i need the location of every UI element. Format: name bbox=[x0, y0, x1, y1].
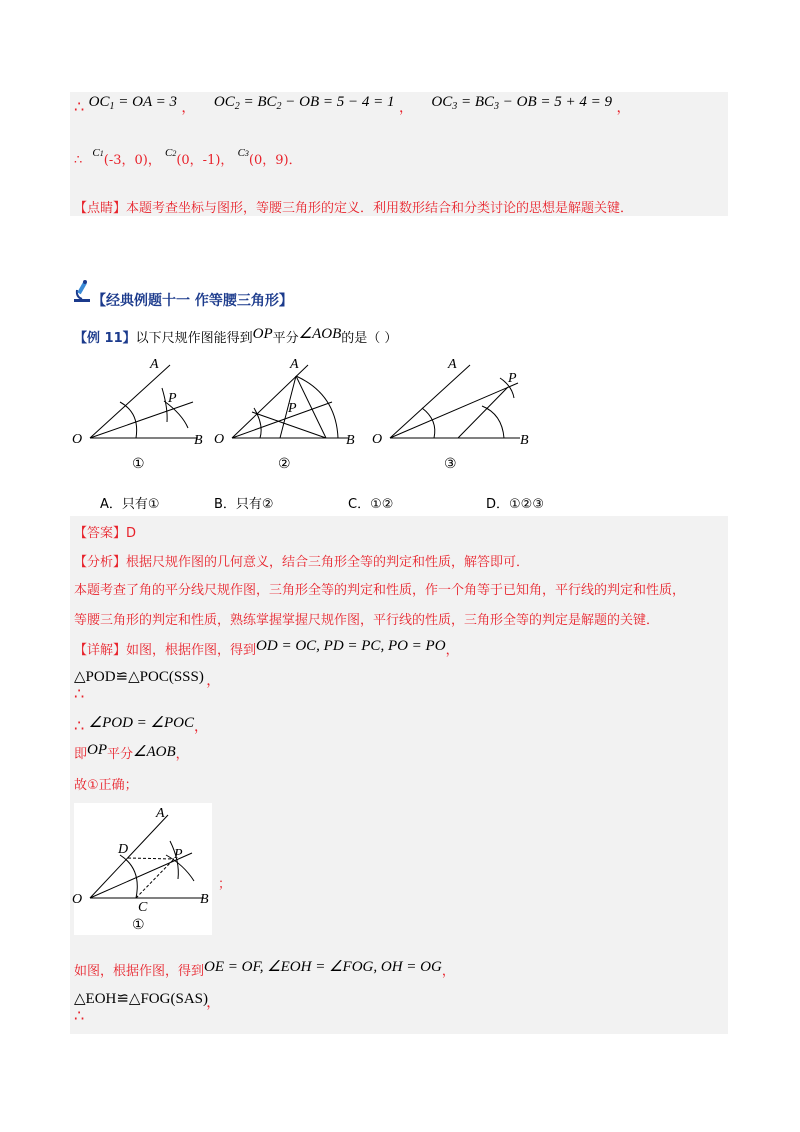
fig3-parallel bbox=[458, 387, 508, 438]
fig3-label-a: A bbox=[448, 357, 457, 372]
congruence-line-2 bbox=[74, 990, 221, 1026]
angle-end: ， bbox=[194, 719, 208, 735]
therefore-symbol: ∴ bbox=[74, 153, 83, 168]
separator: ， bbox=[398, 100, 413, 116]
fig1-label-o: O bbox=[72, 432, 83, 447]
option-c[interactable]: C．①② bbox=[348, 497, 394, 512]
detail-line-2 bbox=[74, 959, 455, 981]
equation-oc1: $OC_1$ = OA = 3 bbox=[88, 94, 177, 112]
fig1-arc-p1 bbox=[162, 388, 167, 422]
angle-equation: ∠POD = ∠POC bbox=[88, 715, 194, 731]
answer-figure bbox=[70, 803, 220, 935]
ans-label-a: A bbox=[156, 806, 165, 821]
point-c3-coord: (0，9)． bbox=[248, 153, 302, 168]
fig1-label-a: A bbox=[150, 357, 159, 372]
fig3-label-o: O bbox=[372, 432, 383, 447]
figure-after-mark: ； bbox=[218, 877, 232, 892]
options-row bbox=[100, 496, 544, 514]
fig3-label-p: P bbox=[508, 371, 517, 386]
equation-oc3: $OC_3 = BC_3$ − OB = 5 + 4 = 9 bbox=[431, 94, 613, 112]
angle-equation-line bbox=[74, 717, 208, 736]
point-c1-label: C1 bbox=[92, 147, 104, 159]
analysis-tag: 【分析】 bbox=[74, 555, 127, 570]
equation-oc2: $OC_2 = BC_2$ − OB = 5 − 4 = 1 bbox=[213, 94, 395, 112]
op-bisects-line bbox=[74, 742, 189, 764]
fig3-label-b: B bbox=[520, 433, 529, 448]
option-b[interactable]: B．只有② bbox=[214, 497, 274, 512]
microscope-icon bbox=[72, 279, 92, 303]
therefore-symbol-3: ∴ bbox=[74, 716, 85, 735]
congruence-line-1 bbox=[74, 668, 221, 704]
analysis-text: 根据尺规作图的几何意义，结合三角形全等的判定和性质，解答即可． bbox=[126, 555, 530, 570]
ans-label-c: C bbox=[138, 900, 148, 915]
cong2-end: ， bbox=[206, 995, 221, 1011]
ji-text: 即 bbox=[74, 747, 88, 762]
option-a[interactable]: A．只有① bbox=[100, 497, 160, 512]
fig1-label-p: P bbox=[168, 391, 177, 406]
question-text-end: 的是（ ） bbox=[341, 331, 398, 346]
fig3-ray-oa bbox=[390, 365, 470, 438]
detail2-math: OE = OF, ∠EOH = ∠FOG, OH = OG bbox=[204, 959, 442, 975]
detail-line-1 bbox=[74, 638, 459, 660]
separator: ， bbox=[616, 100, 631, 116]
congruence-1: △POD≌△POC(SSS) bbox=[74, 669, 204, 685]
ans-fig-number: ① bbox=[132, 918, 145, 933]
cong1-end: ， bbox=[206, 673, 221, 689]
fig3-ray-op bbox=[390, 383, 518, 438]
fig1-number: ① bbox=[132, 457, 145, 472]
point-c2-coord: (0，-1)， bbox=[176, 153, 234, 168]
pingfen-end: ， bbox=[175, 747, 189, 762]
ans-label-p: P bbox=[174, 847, 183, 862]
top-line-1 bbox=[74, 94, 631, 119]
analysis-para-1: 本题考查了角的平分线尺规作图，三角形全等的判定和性质，作一个角等于已知角，平行线的判定和性质， bbox=[74, 583, 686, 598]
question-text: 以下尺规作图能得到 bbox=[135, 331, 253, 346]
fig1-ray-op bbox=[90, 402, 193, 438]
top-line-2 bbox=[74, 147, 302, 171]
section-title: 【经典例题十一 作等腰三角形】 bbox=[92, 293, 293, 309]
math-angle: ∠AOB bbox=[298, 326, 342, 342]
detail-text: 如图，根据作图，得到 bbox=[126, 643, 257, 658]
fig2-label-p: P bbox=[288, 401, 297, 416]
fig2-number: ② bbox=[278, 457, 291, 472]
detail-math: OD = OC, PD = PC, PO = PO bbox=[256, 638, 446, 654]
ans-ray-oa bbox=[90, 815, 168, 898]
question-text-mid: 平分 bbox=[272, 331, 299, 346]
fig1-arc bbox=[120, 402, 137, 438]
analysis-line bbox=[74, 554, 529, 572]
detail2-end: ， bbox=[441, 964, 455, 979]
figures-row bbox=[70, 350, 550, 475]
fig2-arc-small bbox=[254, 408, 261, 438]
therefore-symbol: ∴ bbox=[74, 97, 85, 116]
analysis-para-2: 等腰三角形的判定和性质，熟练掌握掌握尺规作图，平行线的性质，三角形全等的判定是解题的关键． bbox=[74, 613, 660, 628]
detail-end: ， bbox=[445, 643, 459, 658]
detail-tag: 【详解】 bbox=[74, 643, 127, 658]
therefore-symbol-2: ∴ bbox=[74, 684, 85, 703]
ans-label-o: O bbox=[72, 892, 83, 907]
ans-dash-cp bbox=[136, 859, 174, 898]
point-c1-coord: (-3，0)， bbox=[103, 153, 161, 168]
ans-arc-o bbox=[120, 855, 137, 898]
angle-aob-math: ∠AOB bbox=[133, 744, 176, 760]
option-d[interactable]: D．①②③ bbox=[486, 497, 544, 512]
answer-line: 【答案】D bbox=[74, 526, 137, 541]
congruence-2: △EOH≌△FOG(SAS) bbox=[74, 991, 208, 1007]
separator: ， bbox=[181, 100, 196, 116]
correct-line: 故①正确； bbox=[74, 778, 138, 793]
fig2-label-o: O bbox=[214, 432, 225, 447]
comment-line: 【点睛】本题考查坐标与图形，等腰三角形的定义．利用数形结合和分类讨论的思想是解题关键． bbox=[74, 201, 634, 216]
point-c2-label: C2 bbox=[165, 147, 177, 159]
pingfen-text: 平分 bbox=[107, 747, 134, 762]
therefore-symbol-4: ∴ bbox=[74, 1006, 85, 1025]
math-op: OP bbox=[252, 326, 273, 342]
fig3-number: ③ bbox=[444, 457, 457, 472]
ans-dash-dp bbox=[128, 858, 174, 859]
ans-label-b: B bbox=[200, 892, 209, 907]
fig2-label-b: B bbox=[346, 433, 355, 448]
fig1-ray-oa bbox=[90, 365, 170, 438]
example-question bbox=[74, 326, 398, 348]
example-tag: 【例 11】 bbox=[74, 331, 136, 346]
fig1-label-b: B bbox=[194, 433, 203, 448]
ans-label-d: D bbox=[118, 842, 129, 857]
op-math: OP bbox=[87, 742, 108, 758]
fig2-label-a: A bbox=[290, 357, 299, 372]
point-c3-label: C3 bbox=[237, 147, 249, 159]
detail2-text: 如图，根据作图，得到 bbox=[74, 964, 205, 979]
